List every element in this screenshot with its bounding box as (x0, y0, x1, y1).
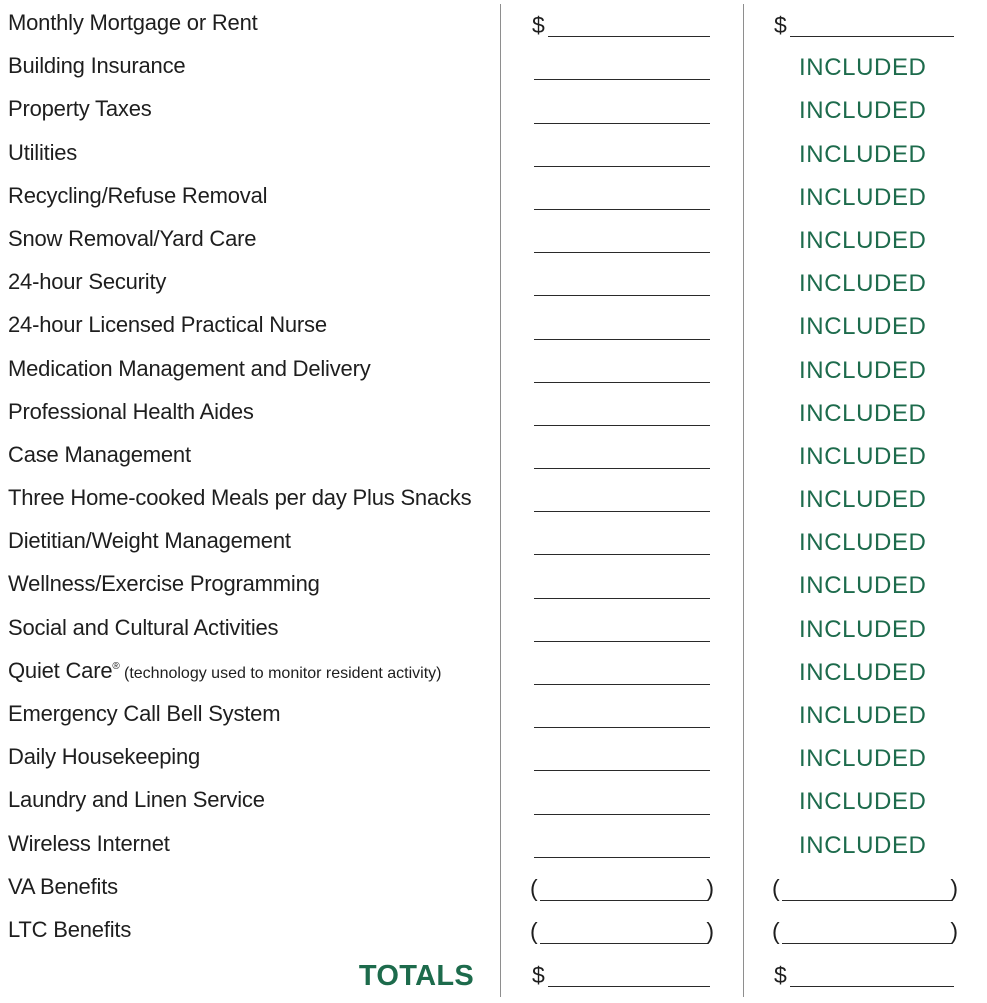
amount-blank-line[interactable] (534, 339, 710, 340)
expense-label-text: VA Benefits (8, 873, 118, 899)
your-cost-cell (530, 782, 716, 825)
amount-blank-line[interactable] (534, 382, 710, 383)
table-row (0, 782, 987, 825)
community-cost-cell (772, 653, 960, 696)
your-cost-cell (530, 912, 716, 955)
community-cost-cell (772, 912, 960, 955)
table-row (0, 135, 987, 178)
table-row (0, 869, 987, 912)
expense-label-text: Three Home-cooked Meals per day Plus Snacks (8, 485, 472, 511)
open-parenthesis: ( (772, 874, 780, 901)
amount-blank-line[interactable] (534, 209, 710, 210)
amount-blank-line[interactable] (548, 986, 710, 987)
community-cost-cell (772, 48, 960, 91)
expense-label (8, 485, 471, 511)
community-cost-cell (772, 91, 960, 134)
expense-label (8, 183, 267, 209)
expense-label (8, 874, 118, 900)
included-text: INCLUDED (799, 788, 927, 816)
table-row (0, 739, 987, 782)
amount-blank-line[interactable] (534, 641, 710, 642)
table-row (0, 48, 987, 91)
your-cost-cell (530, 178, 716, 221)
expense-label-text: 24-hour Licensed Practical Nurse (8, 312, 327, 338)
your-total-cell (530, 955, 716, 998)
table-row (0, 696, 987, 739)
dollar-sign: $ (532, 12, 545, 38)
included-text: INCLUDED (799, 486, 927, 514)
included-text: INCLUDED (799, 831, 927, 859)
your-cost-cell (530, 696, 716, 739)
your-cost-cell (530, 135, 716, 178)
expense-label (8, 10, 258, 36)
included-text: INCLUDED (799, 356, 927, 384)
community-cost-cell (772, 221, 960, 264)
expense-label-text: Recycling/Refuse Removal (8, 182, 268, 208)
community-cost-cell (772, 480, 960, 523)
your-cost-cell (530, 264, 716, 307)
included-text: INCLUDED (799, 54, 927, 82)
expense-label (8, 140, 77, 166)
amount-blank-line[interactable] (534, 252, 710, 253)
your-cost-cell (530, 826, 716, 869)
expense-label-text: Dietitian/Weight Management (8, 528, 291, 554)
table-row (0, 5, 987, 48)
included-text: INCLUDED (799, 313, 927, 341)
your-cost-cell (530, 523, 716, 566)
amount-blank-line[interactable] (534, 684, 710, 685)
expense-label-text: 24-hour Security (8, 269, 167, 295)
included-text: INCLUDED (799, 97, 927, 125)
community-cost-cell (772, 610, 960, 653)
community-cost-cell (772, 696, 960, 739)
amount-blank-line[interactable] (534, 554, 710, 555)
expense-label-text: Medication Management and Delivery (8, 355, 371, 381)
included-text: INCLUDED (799, 615, 927, 643)
expense-note: (technology used to monitor resident activity) (119, 664, 442, 682)
expense-label-text: Snow Removal/Yard Care (8, 225, 257, 251)
open-parenthesis: ( (772, 917, 780, 944)
expense-label (8, 528, 291, 554)
deduction-blank-line[interactable] (540, 900, 708, 901)
amount-blank-line[interactable] (534, 727, 710, 728)
included-text: INCLUDED (799, 572, 927, 600)
totals-label: TOTALS (358, 960, 474, 993)
expense-label-text: Wellness/Exercise Programming (8, 571, 320, 597)
included-text: INCLUDED (799, 399, 927, 427)
close-parenthesis: ) (950, 917, 958, 944)
expense-label (8, 399, 254, 425)
table-row (0, 178, 987, 221)
expense-label-text: Social and Cultural Activities (8, 614, 279, 640)
expense-label (8, 615, 278, 641)
your-cost-cell (530, 394, 716, 437)
close-parenthesis: ) (706, 917, 714, 944)
community-cost-cell (772, 351, 960, 394)
registered-mark: ® (112, 660, 120, 672)
your-cost-cell (530, 307, 716, 350)
expense-label (8, 312, 327, 338)
expense-label-text: Laundry and Linen Service (8, 787, 265, 813)
amount-blank-line[interactable] (534, 79, 710, 80)
dollar-sign: $ (774, 962, 787, 989)
expense-label-text: Case Management (8, 441, 191, 467)
community-cost-cell (772, 394, 960, 437)
amount-blank-line[interactable] (534, 857, 710, 858)
table-row (0, 610, 987, 653)
included-text: INCLUDED (799, 702, 927, 729)
amount-blank-line[interactable] (534, 295, 710, 296)
community-cost-cell (772, 5, 960, 48)
deduction-blank-line[interactable] (782, 943, 952, 944)
your-cost-cell (530, 480, 716, 523)
table-row (0, 912, 987, 955)
community-cost-cell (772, 826, 960, 869)
community-cost-cell (772, 739, 960, 782)
amount-blank-line[interactable] (534, 814, 710, 815)
expense-label (8, 571, 320, 597)
community-cost-cell (772, 782, 960, 825)
expense-label (8, 356, 371, 382)
expense-label (8, 787, 265, 813)
amount-blank-line[interactable] (790, 986, 954, 987)
expense-label-text: Building Insurance (8, 53, 186, 79)
table-row (0, 394, 987, 437)
table-row (0, 480, 987, 523)
amount-blank-line[interactable] (534, 123, 710, 124)
included-text: INCLUDED (799, 183, 927, 211)
your-cost-cell (530, 653, 716, 696)
your-cost-cell (530, 5, 716, 48)
community-cost-cell (772, 264, 960, 307)
totals-row (0, 955, 987, 998)
expense-label-text: Daily Housekeeping (8, 744, 201, 770)
expense-label (8, 269, 166, 295)
expense-label (8, 53, 185, 79)
expense-label (8, 917, 131, 943)
deduction-blank-line[interactable] (540, 943, 708, 944)
dollar-sign: $ (532, 962, 545, 989)
expense-label-text: Monthly Mortgage or Rent (8, 10, 258, 35)
your-cost-cell (530, 437, 716, 480)
amount-blank-line[interactable] (534, 511, 710, 512)
table-row (0, 264, 987, 307)
your-cost-cell (530, 869, 716, 912)
your-cost-cell (530, 566, 716, 609)
open-parenthesis: ( (530, 917, 538, 944)
amount-blank-line[interactable] (534, 166, 710, 167)
table-row (0, 221, 987, 264)
community-cost-cell (772, 437, 960, 480)
table-row (0, 91, 987, 134)
expense-label-text: Wireless Internet (8, 830, 170, 856)
community-cost-cell (772, 869, 960, 912)
expense-label (8, 96, 152, 122)
community-cost-cell (772, 307, 960, 350)
included-text: INCLUDED (799, 270, 927, 298)
community-cost-cell (772, 178, 960, 221)
included-text: INCLUDED (799, 529, 927, 557)
your-cost-cell (530, 739, 716, 782)
your-cost-cell (530, 91, 716, 134)
amount-blank-line[interactable] (534, 468, 710, 469)
cost-comparison-table (0, 5, 987, 998)
your-cost-cell (530, 221, 716, 264)
expense-label-text: Emergency Call Bell System (8, 701, 281, 726)
expense-label-text: LTC Benefits (8, 916, 132, 942)
amount-blank-line[interactable] (534, 425, 710, 426)
community-total-cell (772, 955, 960, 998)
community-cost-cell (772, 566, 960, 609)
included-text: INCLUDED (799, 658, 927, 686)
table-row (0, 307, 987, 350)
included-text: INCLUDED (799, 442, 927, 470)
your-cost-cell (530, 351, 716, 394)
expense-label-text: Property Taxes (8, 96, 152, 122)
dollar-sign: $ (774, 12, 787, 38)
included-text: INCLUDED (799, 140, 927, 168)
expense-label (8, 744, 200, 770)
close-parenthesis: ) (950, 874, 958, 901)
table-row (0, 566, 987, 609)
included-text: INCLUDED (799, 745, 927, 773)
table-row (0, 653, 987, 696)
expense-label-text: Professional Health Aides (8, 398, 254, 424)
amount-blank-line[interactable] (790, 36, 954, 37)
community-cost-cell (772, 135, 960, 178)
expense-label-text: Utilities (8, 139, 78, 165)
your-cost-cell (530, 48, 716, 91)
expense-label (8, 442, 191, 468)
amount-blank-line[interactable] (534, 770, 710, 771)
table-row (0, 826, 987, 869)
open-parenthesis: ( (530, 874, 538, 901)
expense-label (8, 226, 256, 252)
community-cost-cell (772, 523, 960, 566)
amount-blank-line[interactable] (548, 36, 710, 37)
table-row (0, 351, 987, 394)
expense-label (8, 658, 442, 684)
table-row (0, 523, 987, 566)
included-text: INCLUDED (799, 226, 927, 254)
expense-label-text: Quiet Care (8, 657, 113, 683)
table-row (0, 437, 987, 480)
expense-label (8, 831, 170, 857)
amount-blank-line[interactable] (534, 598, 710, 599)
your-cost-cell (530, 610, 716, 653)
deduction-blank-line[interactable] (782, 900, 952, 901)
expense-label (8, 701, 280, 727)
close-parenthesis: ) (706, 874, 714, 901)
